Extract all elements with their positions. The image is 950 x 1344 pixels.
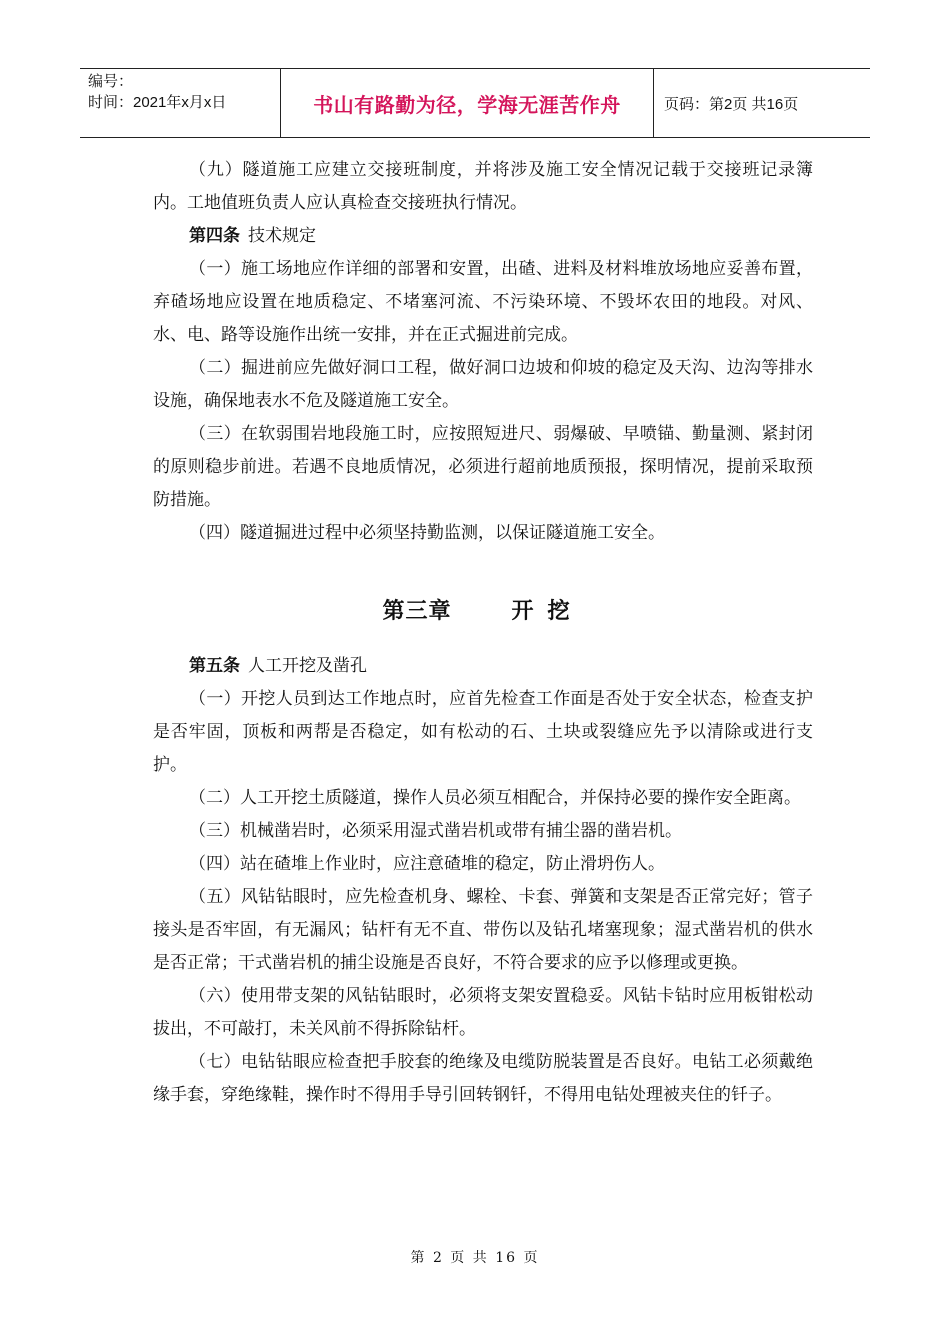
header-page-label: 页码：第2页 共16页 xyxy=(664,95,799,113)
document-number-label: 编号： xyxy=(88,73,134,90)
chapter-heading xyxy=(153,595,813,628)
header-page-cell xyxy=(654,69,870,137)
article-title: 技术规定 xyxy=(248,226,316,246)
paragraph: （三）在软弱围岩地段施工时，应按照短进尺、弱爆破、早喷锚、勤量测、紧封闭的原则稳步前进。若遇不良地质情况，必须进行超前地质预报，探明情况，提前采取预防措施。 xyxy=(153,424,813,510)
paragraph: （四）站在碴堆上作业时，应注意碴堆的稳定，防止滑坍伤人。 xyxy=(189,854,665,874)
paragraph: （五）风钻钻眼时，应先检查机身、螺栓、卡套、弹簧和支架是否正常完好；管子接头是否牢固，有无漏风；钻杆有无不直、带伤以及钻孔堵塞现象；湿式凿岩机的供水是否正常；干式凿岩机的捕尘设施是否良好，不符合要求的应予以修理或更换。 xyxy=(153,887,813,973)
article-heading xyxy=(153,220,813,253)
page-footer: 第 2 页 共 16 页 xyxy=(410,1250,540,1266)
paragraph: （二）掘进前应先做好洞口工程，做好洞口边坡和仰坡的稳定及天沟、边沟等排水设施，确保地表水不危及隧道施工安全。 xyxy=(153,358,813,411)
article-number: 第四条 xyxy=(189,226,240,246)
header-meta xyxy=(80,69,280,137)
header-motto-cell xyxy=(280,69,654,137)
document-time-label: 时间：2021年x月x日 xyxy=(88,94,227,111)
document-body xyxy=(153,154,813,1112)
paragraph: （三）机械凿岩时，必须采用湿式凿岩机或带有捕尘器的凿岩机。 xyxy=(189,821,682,841)
chapter-title: 开挖 xyxy=(511,599,584,624)
page-header xyxy=(80,68,870,138)
paragraph: （四）隧道掘进过程中必须坚持勤监测，以保证隧道施工安全。 xyxy=(189,523,665,543)
paragraph: （九）隧道施工应建立交接班制度，并将涉及施工安全情况记载于交接班记录簿内。工地值班负责人应认真检查交接班执行情况。 xyxy=(153,160,813,213)
header-motto: 书山有路勤为径，学海无涯苦作舟 xyxy=(313,92,621,117)
paragraph: （七）电钻钻眼应检查把手胶套的绝缘及电缆防脱装置是否良好。电钻工必须戴绝缘手套，穿绝缘鞋，操作时不得用手导引回转钢钎，不得用电钻处理被夹住的钎子。 xyxy=(153,1052,813,1105)
paragraph: （六）使用带支架的风钻钻眼时，必须将支架安置稳妥。风钻卡钻时应用板钳松动拔出，不可敲打，未关风前不得拆除钻杆。 xyxy=(153,986,813,1039)
paragraph: （一）施工场地应作详细的部署和安置，出碴、进料及材料堆放场地应妥善布置，弃碴场地应设置在地质稳定、不堵塞河流、不污染环境、不毁坏农田的地段。对风、水、电、路等设施作出统一安排，并在正式掘进前完成。 xyxy=(153,259,813,345)
chapter-number: 第三章 xyxy=(382,599,452,624)
paragraph: （二）人工开挖土质隧道，操作人员必须互相配合，并保持必要的操作安全距离。 xyxy=(189,788,801,808)
article-heading xyxy=(153,650,813,683)
paragraph: （一）开挖人员到达工作地点时，应首先检查工作面是否处于安全状态，检查支护是否牢固，顶板和两帮是否稳定，如有松动的石、土块或裂缝应先予以清除或进行支护。 xyxy=(153,689,813,775)
article-title: 人工开挖及凿孔 xyxy=(248,656,367,676)
article-number: 第五条 xyxy=(189,656,240,676)
